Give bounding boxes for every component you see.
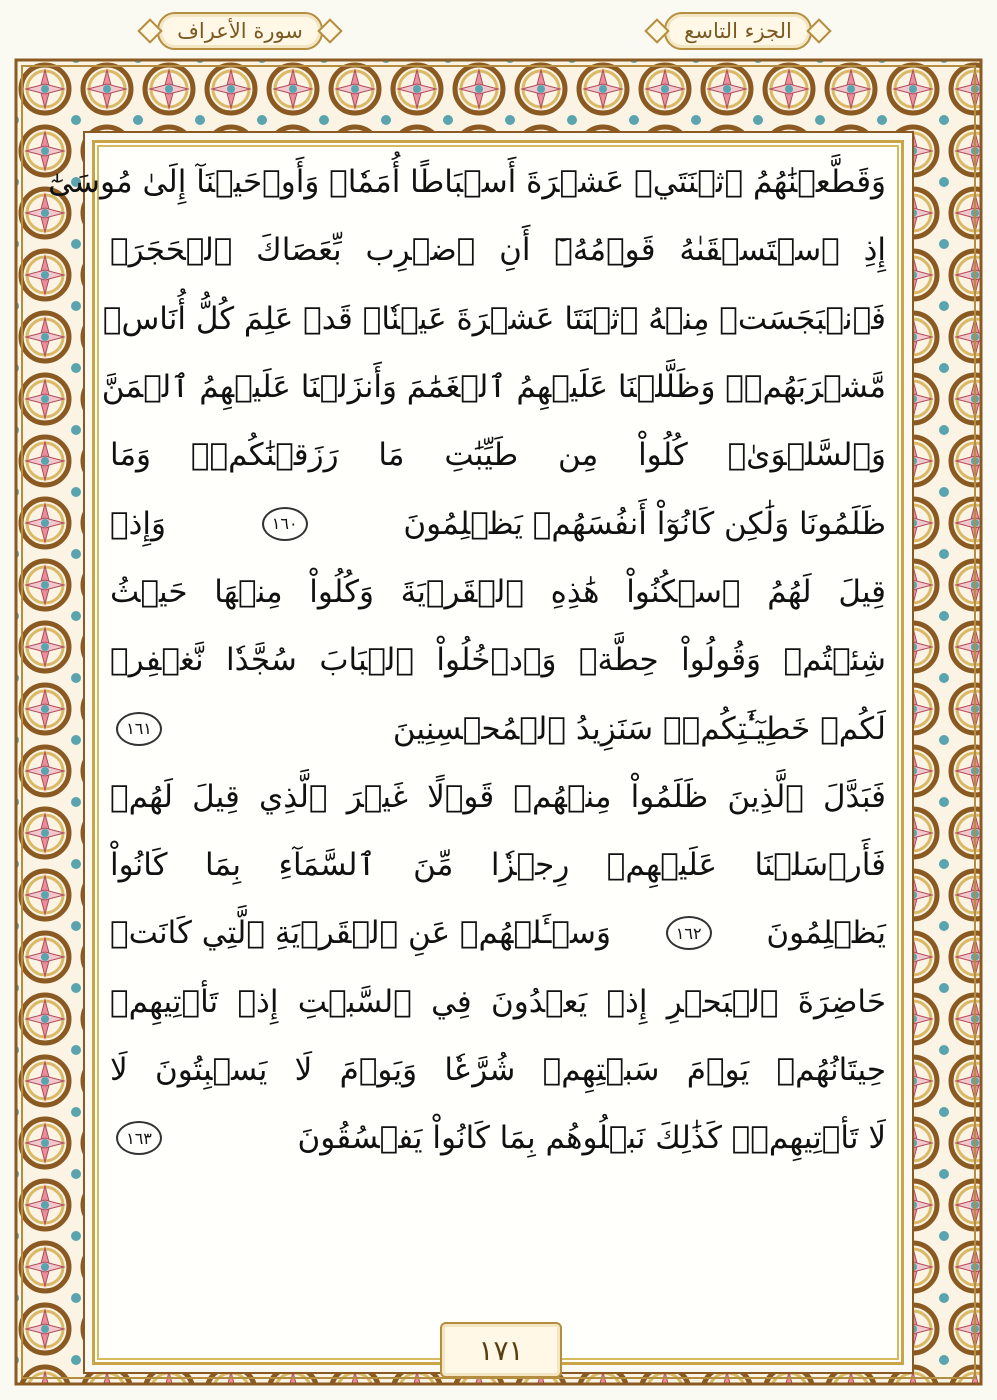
verse-line: فَأَرۡسَلۡنَا عَلَيۡهِمۡ رِجۡزٗا مِّنَ ٱلسَّمَآءِ بِمَا كَانُواْ: [110, 847, 886, 884]
verses-block: [48, 148, 886, 1172]
verse-line: [110, 899, 886, 967]
surah-name: سورة الأعراف: [157, 12, 323, 50]
verse-line: فَبَدَّلَ ٱلَّذِينَ ظَلَمُواْ مِنۡهُمۡ قَوۡلًا غَيۡرَ ٱلَّذِي قِيلَ لَهُمۡ: [110, 778, 886, 815]
verse-text: ظَلَمُونَا وَلَٰكِن كَانُوٓاْ أَنفُسَهُمۡ يَظۡلِمُونَ: [403, 505, 886, 542]
ayah-number-marker: ١٦٠: [262, 507, 308, 541]
verse-text: لَكُمۡ خَطِيٓـَٰٔتِكُمۡۚ سَنَزِيدُ ٱلۡمُحۡسِنِينَ: [392, 710, 886, 747]
verse-line: وَقَطَّعۡنَٰهُمُ ٱثۡنَتَيۡ عَشۡرَةَ أَسۡبَاطًا أُمَمٗاۚ وَأَوۡحَيۡنَآ إِلَىٰ مُوسَىٰٓ: [48, 164, 886, 201]
verse-line: إِذِ ٱسۡتَسۡقَىٰهُ قَوۡمُهُۥٓ أَنِ ٱضۡرِب بِّعَصَاكَ ٱلۡحَجَرَۖ: [110, 232, 886, 269]
juz-name-cartouche: [638, 10, 838, 52]
juz-name: الجزء التاسع: [664, 12, 812, 50]
verse-line: فَٱنۢبَجَسَتۡ مِنۡهُ ٱثۡنَتَا عَشۡرَةَ عَيۡنٗاۖ قَدۡ عَلِمَ كُلُّ أُنَاسٖ: [102, 300, 886, 337]
verse-line: قِيلَ لَهُمُ ٱسۡكُنُواْ هَٰذِهِ ٱلۡقَرۡيَةَ وَكُلُواْ مِنۡهَا حَيۡثُ: [110, 573, 886, 610]
verse-line: مَّشۡرَبَهُمۡۚ وَظَلَّلۡنَا عَلَيۡهِمُ ٱلۡغَمَٰمَ وَأَنزَلۡنَا عَلَيۡهِمُ ٱلۡمَنَّ: [101, 369, 886, 406]
ayah-number-marker: ١٦٣: [116, 1121, 162, 1155]
verse-line: حَاضِرَةَ ٱلۡبَحۡرِ إِذۡ يَعۡدُونَ فِي ٱلسَّبۡتِ إِذۡ تَأۡتِيهِمۡ: [110, 983, 886, 1020]
verse-text: يَظۡلِمُونَ: [766, 915, 886, 952]
verse-line: [110, 489, 886, 557]
ayah-number-marker: ١٦١: [116, 712, 162, 746]
verse-text: لَا تَأۡتِيهِمۡۚ كَذَٰلِكَ نَبۡلُوهُم بِمَا كَانُواْ يَفۡسُقُونَ: [297, 1120, 886, 1157]
verse-line: [110, 1104, 886, 1172]
verse-line: وَٱلسَّلۡوَىٰۖ كُلُواْ مِن طَيِّبَٰتِ مَا رَزَقۡنَٰكُمۡۚ وَمَا: [110, 437, 886, 474]
verse-line: شِئۡتُمۡ وَقُولُواْ حِطَّةٞ وَٱدۡخُلُواْ ٱلۡبَابَ سُجَّدٗا نَّغۡفِرۡ: [110, 642, 886, 679]
surah-name-cartouche: [140, 10, 340, 52]
verse-text: وَإِذۡ: [110, 505, 166, 542]
verse-line: [110, 694, 886, 762]
verse-line: حِيتَانُهُمۡ يَوۡمَ سَبۡتِهِمۡ شُرَّعٗا وَيَوۡمَ لَا يَسۡبِتُونَ لَا: [110, 1052, 886, 1088]
verse-text: وَسۡـَٔلۡهُمۡ عَنِ ٱلۡقَرۡيَةِ ٱلَّتِي كَانَتۡ: [110, 915, 611, 952]
page-number: ١٧١: [440, 1322, 562, 1378]
ayah-number-marker: ١٦٢: [666, 916, 712, 950]
